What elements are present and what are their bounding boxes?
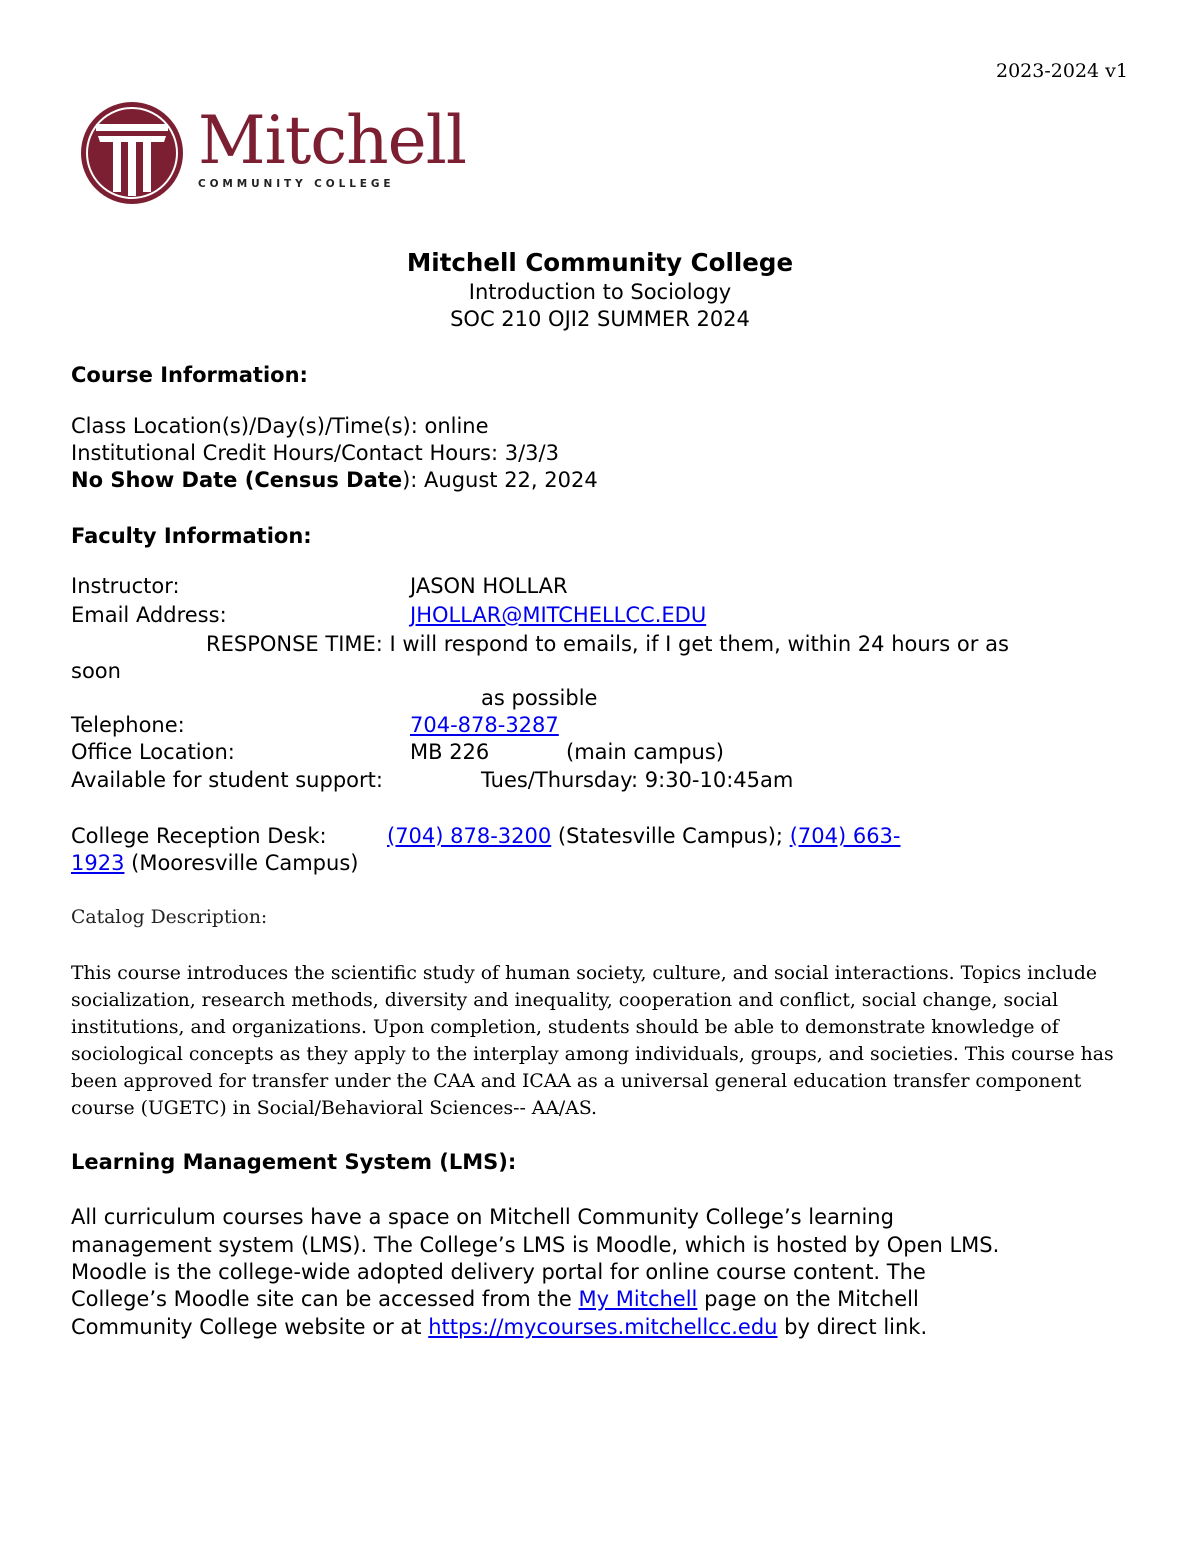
lms-line5-text: Community College website or at	[71, 1315, 429, 1339]
my-mitchell-link[interactable]: My Mitchell	[578, 1287, 698, 1311]
lms-line4-text: College’s Moodle site can be accessed from the	[71, 1287, 579, 1311]
telephone-label: Telephone:	[71, 713, 185, 737]
reception-phones	[387, 823, 901, 851]
email-link[interactable]: JHOLLAR@MITCHELLCC.EDU	[410, 603, 707, 627]
mycourses-link[interactable]: https://mycourses.mitchellcc.edu	[428, 1315, 778, 1339]
response-time-line3: as possible	[481, 686, 598, 710]
office-label: Office Location:	[71, 740, 235, 764]
office-note: (main campus)	[566, 740, 724, 764]
college-logo	[80, 98, 466, 208]
reception-label: College Reception Desk:	[71, 824, 327, 848]
office-value: MB 226	[410, 740, 490, 764]
credit-hours: Institutional Credit Hours/Contact Hours: 3/3/3	[71, 441, 559, 465]
lms-line5-tail: by direct link.	[777, 1315, 928, 1339]
no-show-value: : August 22, 2024	[410, 468, 598, 492]
course-title: Introduction to Sociology	[468, 280, 732, 304]
version-label: 2023-2024 v1	[996, 60, 1128, 82]
lms-line5	[71, 1314, 927, 1341]
no-show-label: No Show Date (Census Date	[71, 468, 403, 492]
telephone-link[interactable]: 704-878-3287	[410, 713, 559, 737]
no-show-paren: )	[402, 468, 411, 492]
column-emblem-icon	[80, 98, 190, 208]
mooresville-phone-link-cont[interactable]: 1923	[71, 851, 125, 875]
college-title: Mitchell Community College	[406, 248, 794, 277]
course-section: SOC 210 OJI2 SUMMER 2024	[450, 307, 750, 331]
catalog-line: This course introduces the scientific study of human society, culture, and social interactions. Topics include	[71, 963, 1098, 984]
support-hours: Tues/Thursday: 9:30-10:45am	[481, 768, 794, 792]
lms-heading: Learning Management System (LMS):	[71, 1150, 517, 1174]
lms-line1: All curriculum courses have a space on Mitchell Community College’s learning	[71, 1205, 894, 1229]
catalog-line: sociological concepts as they apply to the interplay among individuals, groups, and societies. This course has	[71, 1044, 1114, 1065]
response-time-line1: RESPONSE TIME: I will respond to emails, if I get them, within 24 hours or as	[206, 632, 1009, 656]
lms-line4-tail: page on the Mitchell	[697, 1287, 919, 1311]
reception-line2	[71, 850, 358, 878]
lms-line3: Moodle is the college-wide adopted delivery portal for online course content. The	[71, 1260, 926, 1284]
lms-line4	[71, 1286, 919, 1313]
catalog-line: been approved for transfer under the CAA and ICAA as a universal general education transfer component	[71, 1071, 1082, 1092]
statesville-campus: (Statesville Campus);	[551, 824, 790, 848]
catalog-line: socialization, research methods, diversity and inequality, cooperation and conflict, social change, social	[71, 990, 1059, 1011]
class-location: Class Location(s)/Day(s)/Time(s): online	[71, 414, 489, 438]
mooresville-phone-link[interactable]: (704) 663-	[789, 824, 901, 848]
course-info-heading: Course Information:	[71, 363, 308, 387]
logo-subtitle: COMMUNITY COLLEGE	[198, 178, 395, 190]
catalog-heading: Catalog Description:	[71, 907, 268, 928]
catalog-line: institutions, and organizations. Upon completion, students should be able to demonstrate knowledge of	[71, 1017, 1059, 1038]
faculty-info-heading: Faculty Information:	[71, 524, 312, 548]
instructor-name: JASON HOLLAR	[410, 574, 568, 598]
mooresville-campus: (Mooresville Campus)	[124, 851, 359, 875]
statesville-phone-link[interactable]: (704) 878-3200	[387, 824, 552, 848]
email-label: Email Address:	[71, 603, 227, 627]
lms-line2: management system (LMS). The College’s LMS is Moodle, which is hosted by Open LMS.	[71, 1233, 1000, 1257]
support-label: Available for student support:	[71, 768, 383, 792]
catalog-line: course (UGETC) in Social/Behavioral Sciences-- AA/AS.	[71, 1098, 597, 1119]
logo-wordmark: Mitchell	[198, 102, 466, 179]
instructor-label: Instructor:	[71, 574, 180, 598]
no-show-date	[71, 467, 598, 495]
response-time-line2: soon	[71, 659, 121, 683]
